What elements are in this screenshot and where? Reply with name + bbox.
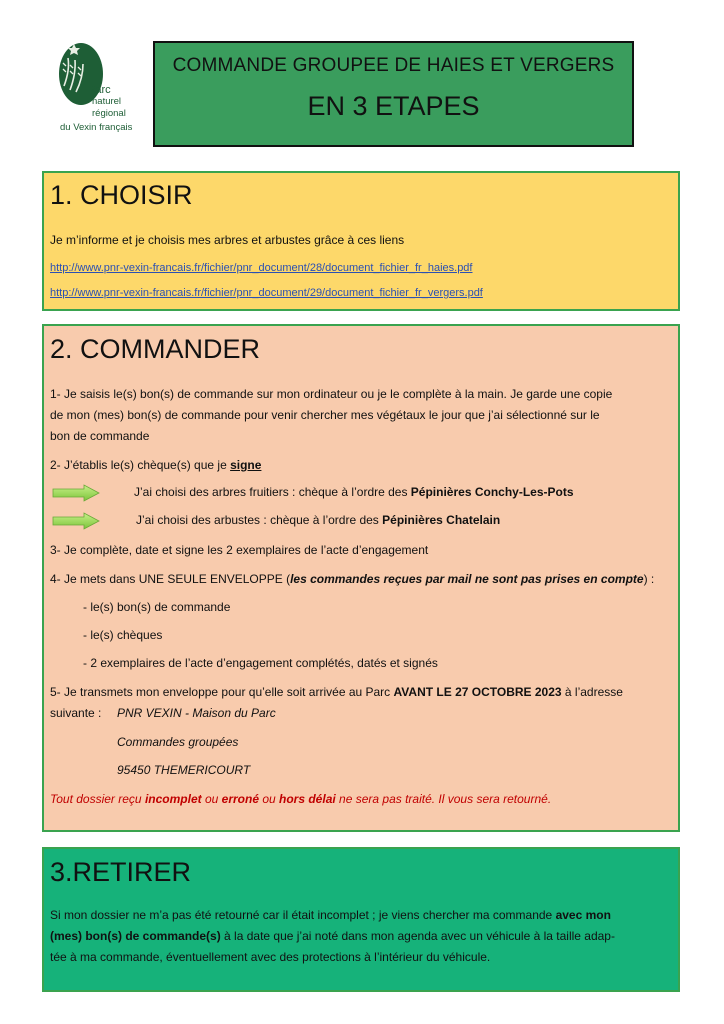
address-line: 95450 THEMERICOURT <box>117 763 251 777</box>
warning-part: ne sera pas traité. Il vous sera retourné. <box>335 792 552 806</box>
arrow-right-icon <box>52 484 100 502</box>
address-label: suivante : <box>50 706 102 720</box>
arrow2-line <box>136 510 668 531</box>
logo-text-line: naturel <box>92 96 122 107</box>
item1-line: 1- Je saisis le(s) bon(s) de commande sur mon ordinateur ou je le complète à la main. Je garde une copie <box>50 387 613 401</box>
warning-part: Tout dossier reçu <box>50 792 145 806</box>
item5-text: 5- Je transmets mon enveloppe pour qu’elle soit arrivée au Parc <box>50 685 394 699</box>
item2 <box>50 455 668 476</box>
step3-text: à la date que j’ai noté dans mon agenda avec un véhicule à la taille adap- <box>220 929 615 943</box>
step3-bold: (mes) bon(s) de commande(s) <box>50 929 221 943</box>
item4-end: ) : <box>643 572 655 586</box>
step3-line: tée à ma commande, éventuellement avec des protections à l’intérieur du véhicule. <box>50 950 491 964</box>
step3-line <box>50 905 668 926</box>
haies-pdf-link[interactable]: http://www.pnr-vexin-francais.fr/fichier/pnr_document/28/document_fichier_fr_haies.pdf <box>50 262 473 274</box>
page-title-box <box>153 41 634 147</box>
arrow1-text: J’ai choisi des arbres fruitiers : chèque à l’ordre des <box>134 485 411 499</box>
warning-bold: hors délai <box>279 792 336 806</box>
item5 <box>50 682 668 703</box>
step3-text: Si mon dossier ne m’a pas été retourné car il était incomplet ; je viens chercher ma commande <box>50 908 556 922</box>
step2-section <box>42 324 680 832</box>
arrow2-text: J’ai choisi des arbustes : chèque à l’ordre des <box>136 513 383 527</box>
item5-end: à l’adresse <box>561 685 623 699</box>
arrow1-bold: Pépinières Conchy-Les-Pots <box>410 485 574 499</box>
page-title: COMMANDE GROUPEE DE HAIES ET VERGERS <box>172 55 615 76</box>
step1-title: 1. CHOISIR <box>50 180 193 210</box>
step3-section <box>42 847 680 992</box>
address-line: PNR VEXIN - Maison du Parc <box>117 706 276 720</box>
warning-text <box>50 789 668 810</box>
item1-line: bon de commande <box>50 429 150 443</box>
step3-title: 3.RETIRER <box>50 857 192 887</box>
step1-intro: Je m’informe et je choisis mes arbres et arbustes grâce à ces liens <box>50 233 405 247</box>
item5-deadline: AVANT LE 27 OCTOBRE 2023 <box>393 685 562 699</box>
arrow-right-icon <box>52 512 100 530</box>
item2-text: 2- J’établis le(s) chèque(s) que je <box>50 458 231 472</box>
item2-bold: signe <box>230 458 262 472</box>
arrow2-bold: Pépinières Chatelain <box>382 513 501 527</box>
address-line: Commandes groupées <box>117 735 239 749</box>
page-subtitle: EN 3 ETAPES <box>307 91 480 121</box>
step2-title: 2. COMMANDER <box>50 334 261 364</box>
logo-text-line: du Vexin français <box>60 122 133 133</box>
vergers-pdf-link[interactable]: http://www.pnr-vexin-francais.fr/fichier/pnr_document/29/document_fichier_fr_vergers.pdf <box>50 287 483 299</box>
item3: 3- Je complète, date et signe les 2 exemplaires de l’acte d’engagement <box>50 543 429 557</box>
warning-bold: erroné <box>221 792 259 806</box>
step3-line <box>50 926 668 947</box>
item4-note: les commandes reçues par mail ne sont pas prises en compte <box>290 572 644 586</box>
step3-bold: avec mon <box>555 908 611 922</box>
arrow1-line <box>134 482 668 503</box>
warning-part: ou <box>201 792 222 806</box>
item1-line: de mon (mes) bon(s) de commande pour venir chercher mes végétaux le jour que j’ai sélectionné sur le <box>50 408 600 422</box>
item4 <box>50 569 668 590</box>
sub-item: - le(s) bon(s) de commande <box>83 600 231 614</box>
logo-text-line: régional <box>92 108 126 119</box>
step1-section <box>42 171 680 311</box>
sub-item: - le(s) chèques <box>83 628 163 642</box>
logo-text-line: Parc <box>88 84 111 96</box>
sub-item: - 2 exemplaires de l’acte d’engagement complétés, datés et signés <box>83 656 438 670</box>
item4-text: 4- Je mets dans UNE SEULE ENVELOPPE ( <box>50 572 291 586</box>
warning-bold: incomplet <box>144 792 202 806</box>
warning-part: ou <box>259 792 280 806</box>
